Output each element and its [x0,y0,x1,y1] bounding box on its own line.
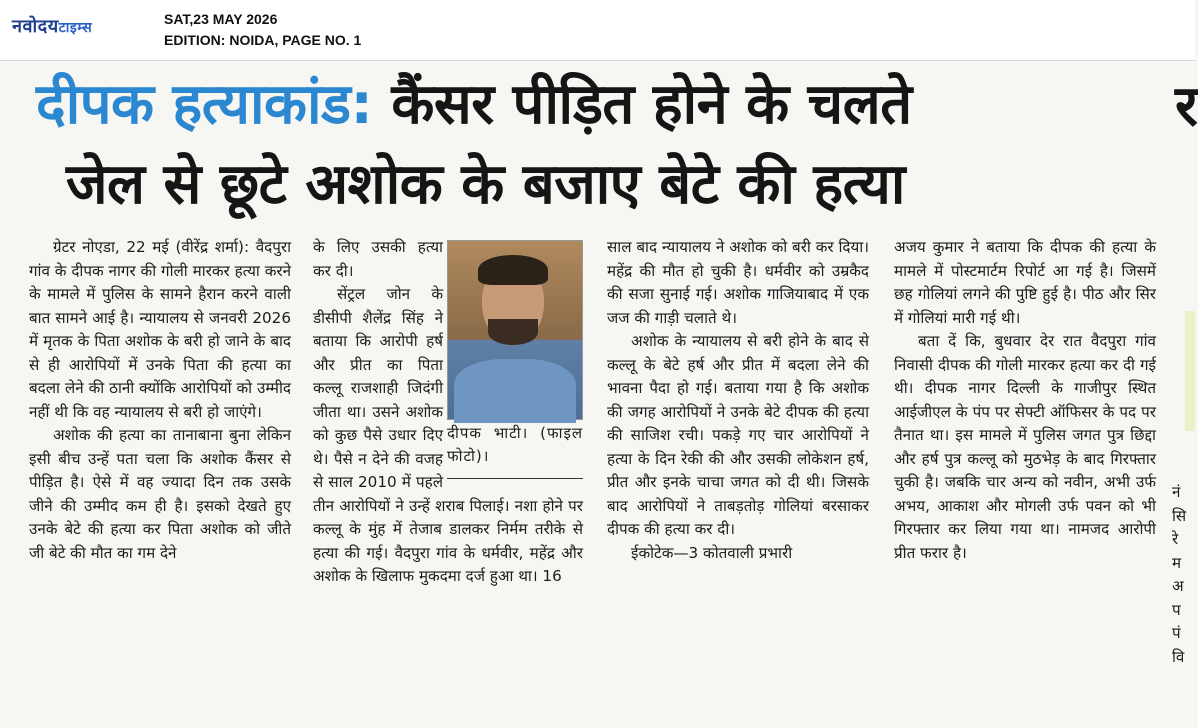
masthead-bar [0,0,1195,61]
article-column-1 [29,236,291,565]
caption-divider [447,478,583,479]
headline-text-1: कैंसर पीड़ित होने के चलते [391,72,912,137]
photo-hair-shape [478,255,548,285]
headline-kicker: दीपक हत्याकांड: [36,72,373,137]
adjacent-fragment: वि [1172,647,1185,666]
adjacent-headline-fragment: र [1175,74,1198,139]
adjacent-fragment: सि [1172,506,1187,525]
newspaper-logo[interactable] [12,14,92,38]
adjacent-fragment: प [1172,600,1181,619]
adjacent-fragment: अ [1172,577,1184,595]
adjacent-fragment: पं [1172,624,1181,642]
news-clipping [0,61,1198,728]
paragraph: साल बाद न्यायालय ने अशोक को बरी कर दिया। महेंद्र की मौत हो चुकी है। धर्मवीर को उम्रकैद की सजा सुनाई गई। अशोक गाजियाबाद में एक जज की गाड़ी चलाते थे। [607,238,869,327]
paragraph: ग्रेटर नोएडा, 22 मई (वीरेंद्र शर्मा): वैदपुरा गांव के दीपक नागर की गोली मारकर हत्या करने के मामले में पुलिस के सामने हैरान करने वाली बात सामने आई है। न्यायालय से जनवरी 2026 में मृतक के पिता अशोक के बरी हो जाने के बाद से ही आरोपियों में उनके पिता की हत्या का बदला लेने की ठानी क्योंकि आरोपियों को उम्मीद नहीं थी कि वह न्यायालय से बरी हो जाएंगे। [29,238,291,421]
paragraph: बता दें कि, बुधवार देर रात वैदपुरा गांव निवासी दीपक की गोली मारकर हत्या कर दी गई थी। दीपक नागर दिल्ली के गाजीपुर स्थित आईजीएल के पंप पर सेफ्टी ऑफिसर के पद पर तैनात था। इस मामले में पुलिस जगत पुत्र छिद्दा और हर्ष पुत्र कल्लू को मुठभेड़ के बाद गिरफ्तार चुकी है। जबकि चार अन्य को नवीन, अभी उर्फ अभय, आकाश और मोगली उर्फ पवन को भी गिरफ्तार कर लिया गया था। नामजद आरोपी प्रीत फरार है। [894,332,1156,562]
article-column-3 [607,236,869,565]
logo-sub-text: टाइम्स [58,20,93,36]
article-column-2 [313,236,583,589]
paragraph: सेंट्रल जोन के डीसीपी शैलेंद्र सिंह ने बताया कि आरोपी हर्ष और प्रीत का पिता कल्लू राजशाही जिदंगी जीता था। उसने अशोक को कुछ पैसे उधार दिए थे। पैसे न देने की वजह से साल 2010 में पहले तीन आरोपियों ने उन्हें शराब पिलाई। नशा होने पर कल्लू के मुंह में तेजाब डालकर निर्मम तरीके से हत्या की गई। वैदपुरा गांव के धर्मवीर, महेंद्र और अशोक के खिलाफ मुकदमा दर्ज हुआ था। 16 [313,285,583,585]
photo-caption: दीपक भाटी। (फाइल फोटो)। [447,424,583,465]
paragraph: ईकोटेक—3 कोतवाली प्रभारी [631,543,793,562]
adjacent-fragment: रे [1172,530,1179,548]
paragraph: अशोक के न्यायालय से बरी होने के बाद से कल्लू के बेटे हर्ष और प्रीत में बदला लेने की भावना पैदा हो गई। बताया गया है कि अशोक की जगह आरोपियों ने उनके बेटे दीपक की हत्या की साजिश रची। पकड़े गए चार आरोपियों ने हत्या के दिन रेकी की और उसकी लोकेशन हर्ष, प्रीत और इनके चाचा जगत को दी थी। जिसके बाद आरोपियों ने ताबड़तोड़ गोलियां बरसाकर दीपक की हत्या कर दी। [607,332,869,538]
paragraph: के लिए उसकी हत्या कर दी। [313,238,443,280]
paragraph: अजय कुमार ने बताया कि दीपक की हत्या के मामले में पोस्टमार्टम रिपोर्ट आ गई है। जिसमें छह गोलियां लगने की पुष्टि हुई है। पीठ और सिर में गोलियां मारी गई थी। [894,238,1156,327]
adjacent-article-tint [1185,311,1195,431]
publication-date: SAT,23 MAY 2026 [164,11,278,27]
edition-info: EDITION: NOIDA, PAGE NO. 1 [164,32,362,48]
adjacent-article-column [1172,481,1195,669]
headline-line-1 [36,69,912,141]
dateline [164,9,361,51]
portrait-photo [447,240,583,420]
paragraph: अशोक की हत्या का तानाबाना बुना लेकिन इसी बीच उन्हें पता चला कि अशोक कैंसर से पीड़ित है। ऐसे में वह ज्यादा दिन तक उसके जीने की उम्मीद कम ही है। इसको देखते हुए उनके बेटे की हत्या कर पिता अशोक को जीते जी बेटे की मौत का गम देने [29,426,291,562]
article-column-4 [894,236,1156,565]
adjacent-fragment: म [1172,553,1182,572]
adjacent-fragment: नं [1172,483,1181,501]
logo-main-text: नवोदय [12,16,59,37]
photo-shirt-shape [454,359,576,423]
headline-line-2: जेल से छूटे अशोक के बजाए बेटे की हत्या [66,152,905,217]
photo-beard-shape [488,319,538,345]
photo-block [447,236,583,488]
